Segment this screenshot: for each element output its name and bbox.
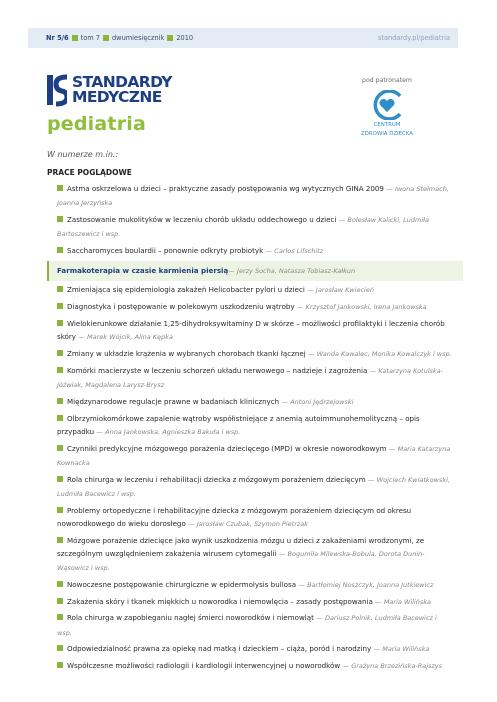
in-issue-label: W numerze m.in.: — [47, 150, 119, 159]
bullet-square-icon — [57, 185, 63, 191]
patronage-name-2: ZDROWIA DZIECKA — [361, 130, 413, 137]
article-authors: Krzysztof Jankowski, Irena Jankowska — [305, 303, 427, 312]
issue-header-bar — [28, 28, 458, 48]
list-item[interactable]: Rola chirurga w zapobieganiu nagłej śmierci noworodków i niemowląt — Dariusz Polnik, Ludmiła Bacewicz i wsp. — [57, 613, 437, 637]
section-title: PRACE POGLĄDOWE — [47, 168, 132, 177]
article-authors: Bogumiła Milewska-Bobula, Dorota Dunin-Wąsowicz i wsp. — [57, 549, 425, 572]
list-item[interactable]: Saccharomyces boulardii – ponownie odkryty probiotyk — Carlos Lifschitz — [57, 244, 453, 258]
article-title: Czynniki predykcyjne mózgowego porażenia dziecięcego (MPD) w okresie noworodkowym — [67, 443, 387, 453]
article-authors: Maria Wilińska — [382, 645, 430, 654]
bullet-square-icon — [57, 581, 63, 587]
list-item[interactable]: Zakażenia skóry i tkanek miękkich u noworodka i niemowlęcia – zasady postępowania — Maria Wilińska — [57, 595, 453, 609]
article-authors: Katarzyna Kotulska-Jóźwiak, Magdalena Larysz-Brysz — [57, 366, 443, 389]
article-title: Olbrzymiokomórkowe zapalenie wątroby współistniejące z anemią autoimmunohemolityczną – opis przypadku — [57, 413, 420, 436]
article-authors: Iwona Stelmach, Joanna Jerzyńska — [57, 185, 449, 208]
article-authors: Maria Wilińska — [383, 597, 432, 606]
article-title: Saccharomyces boulardii – ponownie odkryty probiotyk — [67, 246, 264, 255]
bullet-square-icon — [57, 476, 63, 482]
list-item[interactable]: Odpowiedzialność prawna za opiekę nad matką i dzieckiem – ciąża, poród i narodziny — Maria Wilińska — [57, 642, 453, 656]
logo-line-2: MEDYCZNE — [72, 88, 162, 106]
bullet-square-icon — [57, 507, 63, 513]
journal-title: pediatria — [47, 113, 147, 135]
volume: tom 7 — [80, 34, 100, 42]
bullet-square-icon — [57, 415, 63, 421]
list-item[interactable]: Zastosowanie mukolityków w leczeniu chorób układu oddechowego u dzieci — Bolesław Kalicki, Ludmiła Bartoszewicz i wsp. — [57, 215, 430, 239]
article-authors: Bartłomiej Noszczyk, Joanna Jutkiewicz — [307, 580, 434, 589]
bullet-square-icon — [57, 320, 63, 326]
list-item[interactable]: Mózgowe porażenie dziecięce jako wynik uszkodzenia mózgu u dzieci z zakażeniami wrodzonymi, ze szczególnym uwzględnieniem zakażenia wirusem cytomegalii — Bogumiła Milewska-Bobula, Dorota Dunin-Wąsowicz i wsp. — [57, 535, 425, 572]
logo-s-icon — [47, 72, 67, 108]
featured-article[interactable]: Farmakoterapia w czasie karmienia piersią— Jerzy Socha, Natasza Tobiasz-Kałkun — [47, 261, 463, 281]
article-authors: Anna Jankowska, Agnieszka Bakuła i wsp. — [105, 427, 241, 436]
article-title: Rola chirurga w zapobieganiu nagłej śmierci noworodków i niemowląt — [67, 613, 314, 623]
article-authors: Bolesław Kalicki, Ludmiła Bartoszewicz i wsp. — [57, 216, 430, 239]
separator-square-icon — [103, 35, 109, 41]
article-authors: Grażyna Brzezińska-Rajszys — [351, 662, 443, 671]
bullet-square-icon — [57, 286, 63, 292]
article-authors: Jarosław Kwiecień — [315, 286, 374, 295]
article-authors: Carlos Lifschitz — [274, 247, 324, 255]
bullet-square-icon — [57, 445, 63, 451]
bullet-square-icon — [57, 247, 63, 253]
list-item[interactable]: Międzynarodowe regulacje prawne w badaniach klinicznych — Antoni Jędrzejowski — [57, 395, 453, 409]
issue-number: Nr 5/6 — [46, 34, 69, 42]
article-list — [57, 182, 453, 676]
list-item[interactable]: Astma oskrzelowa u dzieci – praktyczne zasady postępowania wg wytycznych GINA 2009 — Iwona Stelmach, Joanna Jerzyńska — [57, 184, 449, 208]
bullet-square-icon — [57, 662, 63, 668]
bullet-square-icon — [57, 645, 63, 651]
czd-heart-logo-icon — [367, 90, 407, 120]
journal-url[interactable]: standardy.pl/pediatria — [377, 34, 450, 42]
list-item[interactable]: Diagnostyka i postępowanie w polekowym uszkodzeniu wątroby — Krzysztof Jankowski, Irena Jankowska — [57, 300, 453, 314]
bullet-square-icon — [57, 350, 63, 356]
article-title: Rola chirurga w leczeniu i rehabilitacji dziecka z mózgowym porażeniem dziecięcym — [67, 474, 366, 484]
article-title: Nowoczesne postępowanie chirurgiczne w epidermolysis bullosa — [67, 579, 297, 589]
article-title: Współczesne możliwości radiologii i kardiologii interwencyjnej u noworodków — [67, 661, 341, 671]
list-item[interactable]: Problemy ortopedyczne i rehabilitacyjne dziecka z mózgowym porażeniem dziecięcym od okresu noworodkowego do wieku dorosłego — Jarosław Czubak, Szymon Pietrzak — [57, 505, 412, 528]
bullet-square-icon — [57, 537, 63, 543]
bullet-square-icon — [57, 367, 63, 373]
patronage-label: pod patronatem — [362, 77, 412, 84]
article-title: Międzynarodowe regulacje prawne w badaniach klinicznych — [67, 396, 280, 406]
list-item[interactable]: Rola chirurga w leczeniu i rehabilitacji dziecka z mózgowym porażeniem dziecięcym — Wojciech Kwiatkowski, Ludmiła Bacewicz i wsp. — [57, 474, 451, 498]
article-authors: Wanda Kawalec, Monika Kowalczyk i wsp. — [316, 349, 452, 358]
article-title: Astma oskrzelowa u dzieci – praktyczne zasady postępowania wg wytycznych GINA 2009 — [67, 184, 384, 193]
bullet-square-icon — [57, 303, 63, 309]
logo-line-1: STANDARDY — [72, 73, 172, 91]
bullet-square-icon — [57, 614, 63, 620]
list-item[interactable]: Czynniki predykcyjne mózgowego porażenia dziecięcego (MPD) w okresie noworodkowym — Maria Katarzyna Kownacka — [57, 443, 451, 467]
article-title: Zmieniająca się epidemiologia zakażeń Helicobacter pylori u dzieci — [67, 285, 305, 295]
featured-article-authors: Jerzy Socha, Natasza Tobiasz-Kałkun — [237, 266, 356, 275]
article-title: Problemy ortopedyczne i rehabilitacyjne dziecka z mózgowym porażeniem dziecięcym od okresu noworodkowego do wieku dorosłego — [57, 505, 412, 528]
article-title: Odpowiedzialność prawna za opiekę nad matką i dzieckiem – ciąża, poród i narodziny — [67, 644, 372, 654]
article-authors: Wojciech Kwiatkowski, Ludmiła Bacewicz i wsp. — [57, 475, 451, 498]
featured-article-title: Farmakoterapia w czasie karmienia piersią — [57, 265, 229, 275]
article-title: Komórki macierzyste w leczeniu schorzeń układu nerwowego – nadzieje i zagrożenia — [67, 365, 368, 375]
list-item[interactable]: Zmiany w układzie krążenia w wybranych chorobach tkanki łącznej — Wanda Kawalec, Monika Kowalczyk i wsp. — [57, 347, 453, 361]
standardy-medyczne-logo — [47, 72, 172, 108]
article-title: Zastosowanie mukolityków w leczeniu chorób układu oddechowego u dzieci — [67, 215, 337, 224]
list-item[interactable]: Komórki macierzyste w leczeniu schorzeń układu nerwowego – nadzieje i zagrożenia — Katarzyna Kotulska-Jóźwiak, Magdalena Larysz-Brysz — [57, 365, 443, 389]
separator-square-icon — [167, 35, 173, 41]
article-authors: Jarosław Czubak, Szymon Pietrzak — [196, 519, 309, 528]
list-item[interactable]: Wielokierunkowe działanie 1,25-dihydroksywitaminy D w skórze – możliwości profilaktyki i leczenia chorób skóry — Marek Wójcik, Alina Kępka — [57, 318, 445, 342]
list-item[interactable]: Olbrzymiokomórkowe zapalenie wątroby współistniejące z anemią autoimmunohemolityczną – opis przypadku — Anna Jankowska, Agnieszka Bakuła i wsp. — [57, 413, 420, 436]
article-title: Zakażenia skóry i tkanek miękkich u noworodka i niemowlęcia – zasady postępowania — [67, 596, 373, 606]
article-title: Zmiany w układzie krążenia w wybranych chorobach tkanki łącznej — [67, 348, 306, 358]
list-item[interactable]: Współczesne możliwości radiologii i kardiologii interwencyjnej u noworodków — Grażyna Brzezińska-Rajszys — [57, 659, 453, 673]
bullet-square-icon — [57, 598, 63, 604]
article-authors: Maria Katarzyna Kownacka — [57, 444, 451, 467]
article-authors: Dariusz Polnik, Ludmiła Bacewicz i wsp. — [57, 614, 437, 637]
article-authors: Marek Wójcik, Alina Kępka — [87, 333, 173, 342]
bullet-square-icon — [57, 398, 63, 404]
article-title: Diagnostyka i postępowanie w polekowym uszkodzeniu wątroby — [67, 302, 295, 312]
article-title: Wielokierunkowe działanie 1,25-dihydroksywitaminy D w skórze – możliwości profilaktyki i leczenia chorób skóry — [57, 318, 445, 342]
patronage-block — [352, 77, 422, 138]
list-item[interactable]: Zmieniająca się epidemiologia zakażeń Helicobacter pylori u dzieci — Jarosław Kwiecień — [57, 283, 453, 297]
list-item[interactable]: Nowoczesne postępowanie chirurgiczne w epidermolysis bullosa — Bartłomiej Noszczyk, Joanna Jutkiewicz — [57, 578, 453, 592]
patronage-name-1: CENTRUM — [373, 122, 401, 128]
separator-square-icon — [72, 35, 78, 41]
year: 2010 — [176, 34, 194, 42]
frequency: dwumiesięcznik — [112, 34, 165, 42]
article-authors: Antoni Jędrzejowski — [290, 397, 354, 406]
bullet-square-icon — [57, 216, 63, 222]
article-title: Mózgowe porażenie dziecięce jako wynik uszkodzenia mózgu u dzieci z zakażeniami wrodzonymi, ze szczególnym uwzględnieniem zakażenia wirusem cytomegalii — [57, 535, 425, 558]
